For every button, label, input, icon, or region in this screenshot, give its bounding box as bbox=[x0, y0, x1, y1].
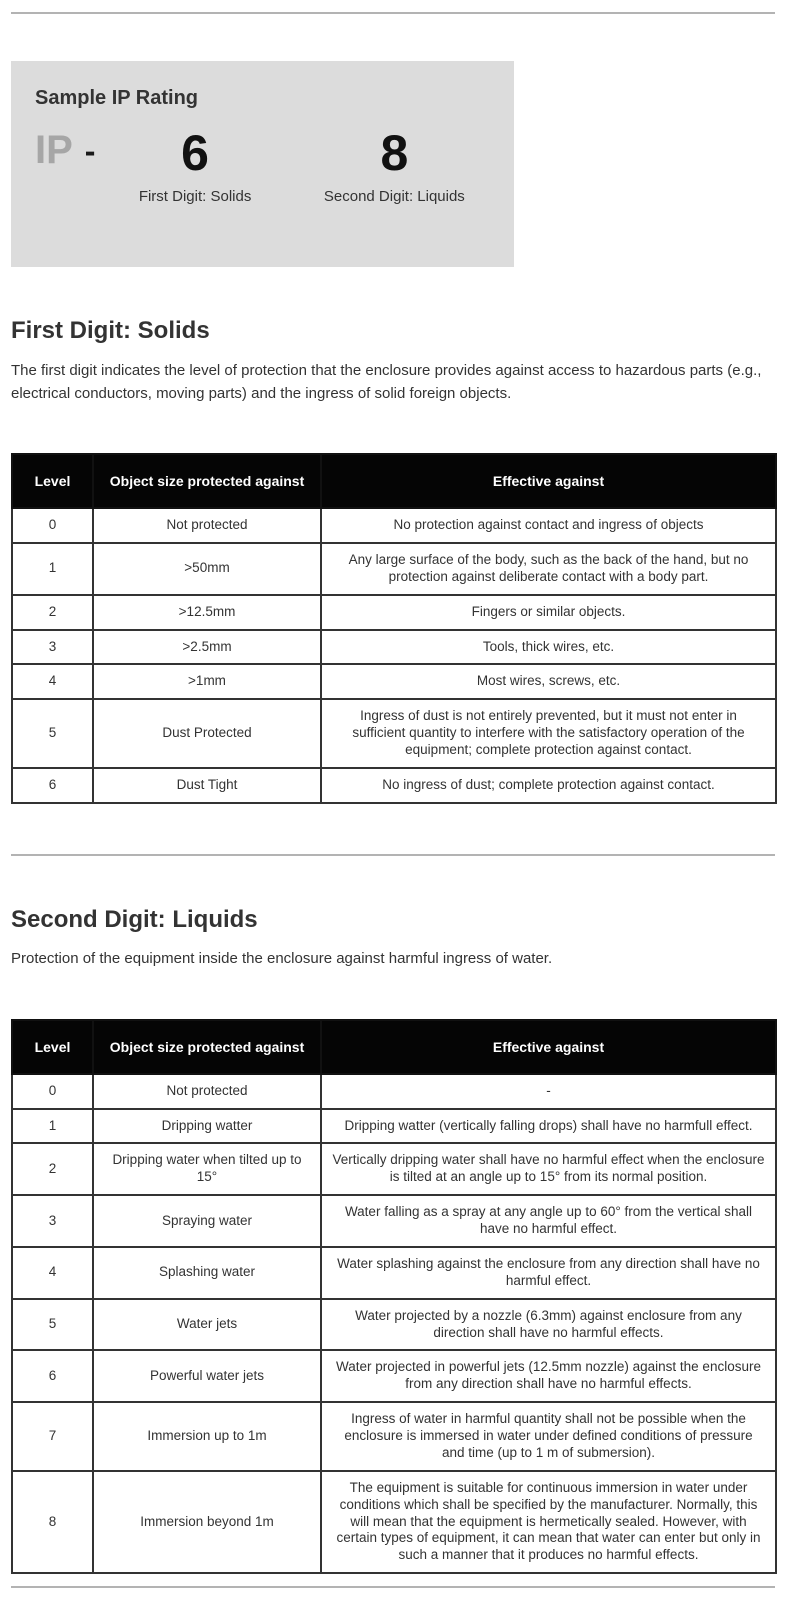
digit-columns bbox=[95, 125, 494, 205]
effective-against-cell: No ingress of dust; complete protection against contact. bbox=[321, 768, 776, 803]
column-header-object-size: Object size protected against bbox=[93, 454, 321, 508]
table-row bbox=[12, 699, 776, 768]
effective-against-cell: Water splashing against the enclosure from any direction shall have no harmful effect. bbox=[321, 1247, 776, 1299]
second-digit-column bbox=[295, 125, 494, 205]
effective-against-cell: Tools, thick wires, etc. bbox=[321, 630, 776, 665]
object-size-cell: Spraying water bbox=[93, 1195, 321, 1247]
liquids-table-body bbox=[12, 1074, 776, 1574]
column-header-effective-against: Effective against bbox=[321, 1020, 776, 1074]
table-row bbox=[12, 630, 776, 665]
level-cell: 6 bbox=[12, 1350, 93, 1402]
solids-table-header-row bbox=[12, 454, 776, 508]
liquids-table-header-row bbox=[12, 1020, 776, 1074]
column-header-level: Level bbox=[12, 1020, 93, 1074]
solids-section-heading: First Digit: Solids bbox=[11, 317, 210, 344]
object-size-cell: >1mm bbox=[93, 664, 321, 699]
table-row bbox=[12, 1350, 776, 1402]
effective-against-cell: Ingress of dust is not entirely prevented, but it must not enter in sufficient quantity to interfere with the satisfactory operation of the equipment; complete protection against contact. bbox=[321, 699, 776, 768]
effective-against-cell: Most wires, screws, etc. bbox=[321, 664, 776, 699]
level-cell: 4 bbox=[12, 664, 93, 699]
object-size-cell: Immersion beyond 1m bbox=[93, 1471, 321, 1573]
object-size-cell: Dust Protected bbox=[93, 699, 321, 768]
second-digit-label: Second Digit: Liquids bbox=[323, 188, 465, 205]
solids-table-body bbox=[12, 508, 776, 803]
section-divider bbox=[11, 854, 775, 856]
table-row bbox=[12, 768, 776, 803]
effective-against-cell: Fingers or similar objects. bbox=[321, 595, 776, 630]
column-header-effective-against: Effective against bbox=[321, 454, 776, 508]
effective-against-cell: Water projected in powerful jets (12.5mm nozzle) against the enclosure from any direction shall have no harmful effects. bbox=[321, 1350, 776, 1402]
level-cell: 8 bbox=[12, 1471, 93, 1573]
table-row bbox=[12, 543, 776, 595]
object-size-cell: Powerful water jets bbox=[93, 1350, 321, 1402]
table-row bbox=[12, 1247, 776, 1299]
table-row bbox=[12, 1471, 776, 1573]
effective-against-cell: - bbox=[321, 1074, 776, 1109]
ip-separator: - bbox=[84, 133, 96, 169]
top-divider bbox=[11, 12, 775, 14]
object-size-cell: Not protected bbox=[93, 1074, 321, 1109]
first-digit-label: First Digit: Solids bbox=[138, 188, 252, 205]
object-size-cell: Water jets bbox=[93, 1299, 321, 1351]
table-row bbox=[12, 1402, 776, 1471]
sample-rating-row bbox=[35, 125, 494, 205]
first-digit-column bbox=[95, 125, 294, 205]
table-row bbox=[12, 1074, 776, 1109]
effective-against-cell: Dripping watter (vertically falling drops) shall have no harmfull effect. bbox=[321, 1109, 776, 1144]
table-row bbox=[12, 595, 776, 630]
sample-box-title: Sample IP Rating bbox=[35, 87, 199, 109]
effective-against-cell: No protection against contact and ingress of objects bbox=[321, 508, 776, 543]
solids-section-description: The first digit indicates the level of protection that the enclosure provides against access to hazardous parts (e.g., electrical conductors, moving parts) and the ingress of solid foreign objects. bbox=[11, 361, 762, 402]
object-size-cell: >2.5mm bbox=[93, 630, 321, 665]
liquids-table bbox=[11, 1019, 777, 1575]
effective-against-cell: The equipment is suitable for continuous immersion in water under conditions which shall be specified by the manufacturer. Normally, this will mean that the equipment is hermetically sealed. However, with certain types of equipment, it can mean that water can enter but only in such a manner that it produces no harmful effects. bbox=[321, 1471, 776, 1573]
column-header-object-size: Object size protected against bbox=[93, 1020, 321, 1074]
level-cell: 5 bbox=[12, 699, 93, 768]
solids-table bbox=[11, 453, 777, 804]
level-cell: 1 bbox=[12, 543, 93, 595]
effective-against-cell: Vertically dripping water shall have no harmful effect when the enclosure is tilted at an angle up to 15° from its normal position. bbox=[321, 1143, 776, 1195]
second-digit-value: 8 bbox=[380, 125, 409, 181]
level-cell: 7 bbox=[12, 1402, 93, 1471]
object-size-cell: Dripping water when tilted up to 15° bbox=[93, 1143, 321, 1195]
table-row bbox=[12, 664, 776, 699]
object-size-cell: >12.5mm bbox=[93, 595, 321, 630]
ip-prefix-text: IP bbox=[35, 128, 73, 172]
table-row bbox=[12, 1299, 776, 1351]
object-size-cell: Dripping watter bbox=[93, 1109, 321, 1144]
page bbox=[0, 12, 786, 1613]
object-size-cell: Splashing water bbox=[93, 1247, 321, 1299]
liquids-section-description: Protection of the equipment inside the enclosure against harmful ingress of water. bbox=[11, 950, 553, 968]
level-cell: 3 bbox=[12, 1195, 93, 1247]
bottom-divider bbox=[11, 1586, 775, 1588]
object-size-cell: Not protected bbox=[93, 508, 321, 543]
level-cell: 2 bbox=[12, 595, 93, 630]
level-cell: 5 bbox=[12, 1299, 93, 1351]
object-size-cell: Immersion up to 1m bbox=[93, 1402, 321, 1471]
table-row bbox=[12, 1109, 776, 1144]
level-cell: 4 bbox=[12, 1247, 93, 1299]
first-digit-value: 6 bbox=[181, 125, 209, 181]
object-size-cell: >50mm bbox=[93, 543, 321, 595]
table-row bbox=[12, 508, 776, 543]
object-size-cell: Dust Tight bbox=[93, 768, 321, 803]
level-cell: 6 bbox=[12, 768, 93, 803]
effective-against-cell: Ingress of water in harmful quantity shall not be possible when the enclosure is immersed in water under defined conditions of pressure and time (up to 1 m of submersion). bbox=[321, 1402, 776, 1471]
column-header-level: Level bbox=[12, 454, 93, 508]
sample-ip-rating-box bbox=[11, 61, 514, 267]
liquids-section-heading: Second Digit: Liquids bbox=[11, 905, 258, 933]
level-cell: 1 bbox=[12, 1109, 93, 1144]
table-row bbox=[12, 1195, 776, 1247]
level-cell: 0 bbox=[12, 508, 93, 543]
level-cell: 0 bbox=[12, 1074, 93, 1109]
effective-against-cell: Any large surface of the body, such as the back of the hand, but no protection against deliberate contact with a body part. bbox=[321, 543, 776, 595]
effective-against-cell: Water falling as a spray at any angle up to 60° from the vertical shall have no harmful effect. bbox=[321, 1195, 776, 1247]
level-cell: 2 bbox=[12, 1143, 93, 1195]
level-cell: 3 bbox=[12, 630, 93, 665]
table-row bbox=[12, 1143, 776, 1195]
effective-against-cell: Water projected by a nozzle (6.3mm) against enclosure from any direction shall have no harmful effects. bbox=[321, 1299, 776, 1351]
